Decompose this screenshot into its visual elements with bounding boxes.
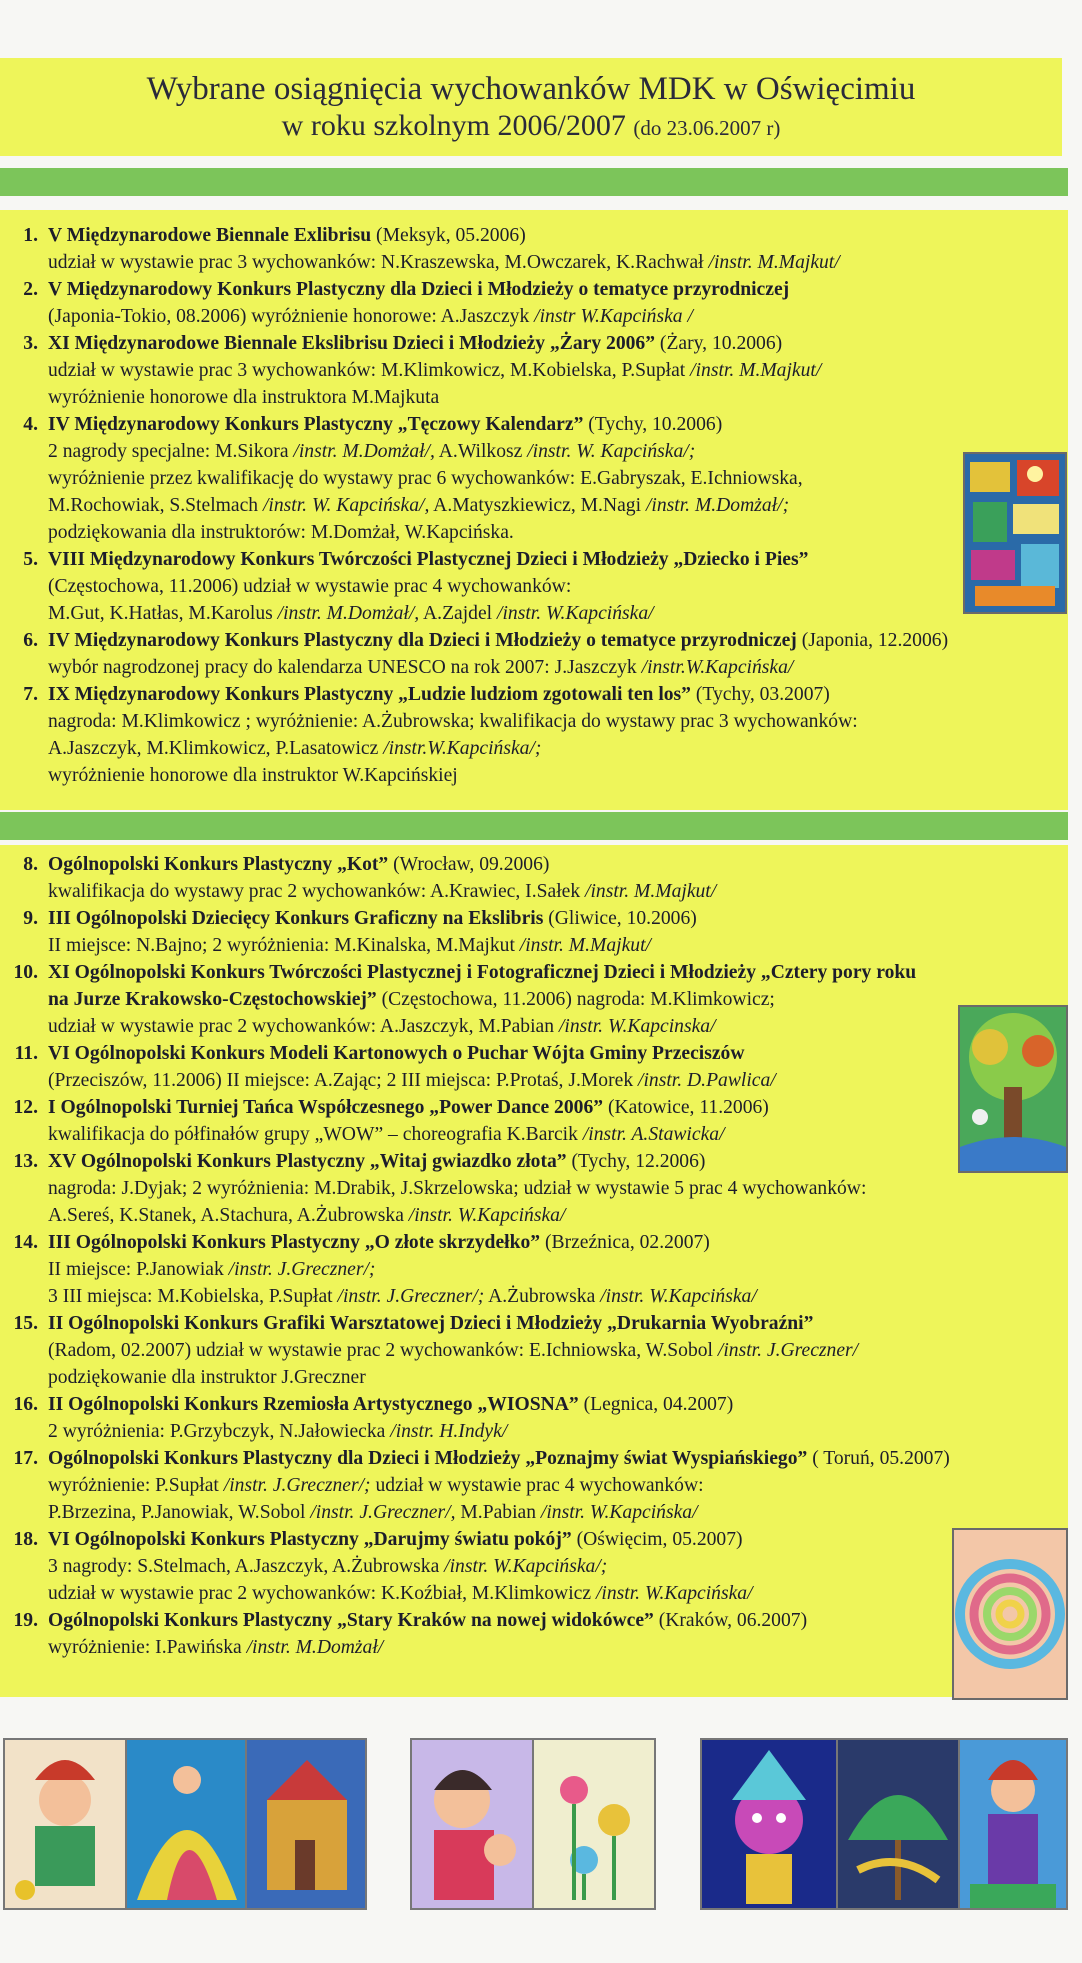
item-body: [48, 681, 1068, 789]
competition-name: Ogólnopolski Konkurs Plastyczny „Kot”: [48, 854, 389, 875]
item-detail-line: 3 III miejsca: M.Kobielska, P.Supłat /instr. J.Greczner/; A.Żubrowska /instr. W.Kapcińska/: [48, 1286, 757, 1307]
item-body: [48, 1526, 1068, 1607]
item-detail-line: 2 nagrody specjalne: M.Sikora /instr. M.Domżał/, A.Wilkosz /instr. W. Kapcińska/;: [48, 441, 696, 462]
competition-name: V Międzynarodowe Biennale Exlibrisu: [48, 225, 372, 246]
item-title-line: [48, 1607, 1068, 1634]
instructor-note: /instr. A.Stawicka/: [582, 1124, 725, 1145]
instructor-note: /instr. M.Domżał/,: [293, 441, 435, 462]
achievement-item: [0, 330, 1068, 411]
achievement-item: [0, 1094, 1068, 1148]
item-body: [48, 1607, 1068, 1661]
competition-place-date: (Brzeźnica, 02.2007): [540, 1232, 710, 1253]
artwork-thumbnail-5: [532, 1738, 656, 1910]
item-title-line: [48, 330, 1068, 357]
instructor-note: /instr. W.Kapcińska/;: [444, 1556, 608, 1577]
item-title-line: [48, 546, 1068, 573]
item-title-line: [48, 1040, 1068, 1067]
instructor-note: /instr. M.Domżał/: [246, 1637, 384, 1658]
achievement-item: [0, 1526, 1068, 1607]
item-title-line: [48, 1229, 1068, 1256]
artwork-thumbnail-2: [125, 1738, 247, 1910]
item-detail-line: A.Sereś, K.Stanek, A.Stachura, A.Żubrowska /instr. W.Kapcińska/: [48, 1205, 566, 1226]
item-detail-line: II miejsce: P.Janowiak /instr. J.Greczner/;: [48, 1259, 376, 1280]
item-detail-line: wyróżnienie: P.Supłat /instr. J.Greczner/; udział w wystawie prac 4 wychowanków:: [48, 1475, 704, 1496]
competition-name: XI Ogólnopolski Konkurs Twórczości Plastycznej i Fotograficznej Dzieci i Młodzieży „Cztery pory roku: [48, 962, 917, 983]
item-body: [48, 1040, 1068, 1094]
competition-name: III Ogólnopolski Konkurs Plastyczny „O złote skrzydełko”: [48, 1232, 541, 1253]
item-body: [48, 905, 1068, 959]
item-detail-line: podziękowanie dla instruktor J.Greczner: [48, 1367, 366, 1388]
artwork-thumbnail-4: [410, 1738, 534, 1910]
item-title-line: [48, 1148, 1068, 1175]
competition-name: III Ogólnopolski Dziecięcy Konkurs Graficzny na Ekslibris: [48, 908, 544, 929]
competition-place-date: (Legnica, 04.2007): [578, 1394, 734, 1415]
competition-name: V Międzynarodowy Konkurs Plastyczny dla Dzieci i Młodzieży o tematyce przyrodniczej: [48, 279, 790, 300]
as-of-date: (do 23.06.2007 r): [633, 116, 781, 140]
item-title-line: [48, 1445, 1068, 1472]
achievement-item: [0, 681, 1068, 789]
item-body: [48, 1391, 1068, 1445]
item-number: 15.: [13, 1313, 38, 1334]
page-header: [0, 58, 1062, 156]
achievement-item: [0, 1148, 1068, 1229]
achievement-item: [0, 1445, 1068, 1526]
item-detail-line: (Radom, 02.2007) udział w wystawie prac 2 wychowanków: E.Ichniowska, W.Sobol /instr. J.Greczner/: [48, 1340, 859, 1361]
competition-name: VI Ogólnopolski Konkurs Modeli Kartonowych o Puchar Wójta Gminy Przeciszów: [48, 1043, 745, 1064]
competition-place-date: (Japonia, 12.2006): [796, 630, 949, 651]
item-body: [48, 1445, 1068, 1526]
competition-name: Ogólnopolski Konkurs Plastyczny „Stary Kraków na nowej widokówce”: [48, 1610, 654, 1631]
item-body: [48, 546, 1068, 627]
artwork-thumbnail-3: [245, 1738, 367, 1910]
competition-name: IV Międzynarodowy Konkurs Plastyczny „Tęczowy Kalendarz”: [48, 414, 584, 435]
item-number: 1.: [23, 225, 38, 246]
item-number: 6.: [23, 630, 38, 651]
item-body: [48, 1094, 1068, 1148]
item-detail-line: P.Brzezina, P.Janowiak, W.Sobol /instr. J.Greczner/, M.Pabian /instr. W.Kapcińska/: [48, 1502, 698, 1523]
artwork-thumbnail-7: [836, 1738, 960, 1910]
item-detail-line: wybór nagrodzonej pracy do kalendarza UNESCO na rok 2007: J.Jaszczyk /instr.W.Kapcińska/: [48, 657, 794, 678]
item-title-line: [48, 681, 1068, 708]
item-body: [48, 1310, 1068, 1391]
item-title-line: [48, 905, 1068, 932]
item-body: [48, 1229, 1068, 1310]
achievement-item: [0, 1607, 1068, 1661]
competition-name: VIII Międzynarodowy Konkurs Twórczości Plastycznej Dzieci i Młodzieży „Dziecko i Pies”: [48, 549, 809, 570]
competition-name: I Ogólnopolski Turniej Tańca Współczesnego „Power Dance 2006”: [48, 1097, 604, 1118]
item-detail-line: (Japonia-Tokio, 08.2006) wyróżnienie honorowe: A.Jaszczyk /instr W.Kapcińska /: [48, 306, 693, 327]
competition-place-date: (Tychy, 03.2007): [690, 684, 830, 705]
instructor-note: /instr. W.Kapcińska/: [408, 1205, 566, 1226]
item-number: 2.: [23, 279, 38, 300]
item-detail-line: podziękowania dla instruktorów: M.Domżał, W.Kapcińska.: [48, 522, 514, 543]
item-body: [48, 1148, 1068, 1229]
item-body: [48, 330, 1068, 411]
item-number: 19.: [13, 1610, 38, 1631]
item-number: 18.: [13, 1529, 38, 1550]
green-divider: [0, 812, 1068, 840]
item-body: [48, 222, 1068, 276]
item-detail-line: udział w wystawie prac 2 wychowanków: A.Jaszczyk, M.Pabian /instr. W.Kapcinska/: [48, 1016, 716, 1037]
artwork-tree-seasons: [958, 1005, 1068, 1173]
instructor-note: /instr. M.Domżał/,: [277, 603, 420, 624]
competition-place-date: (Tychy, 12.2006): [566, 1151, 706, 1172]
item-number: 14.: [13, 1232, 38, 1253]
item-number: 9.: [23, 908, 38, 929]
green-divider: [0, 168, 1068, 196]
item-number: 7.: [23, 684, 38, 705]
competition-name: II Ogólnopolski Konkurs Grafiki Warsztatowej Dzieci i Młodzieży „Drukarnia Wyobraźni”: [48, 1313, 814, 1334]
instructor-note: /instr. W.Kapcińska/: [595, 1583, 753, 1604]
achievement-item: [0, 1310, 1068, 1391]
item-detail-line: M.Gut, K.Hatłas, M.Karolus /instr. M.Domżał/, A.Zajdel /instr. W.Kapcińska/: [48, 603, 654, 624]
achievement-item: [0, 959, 1068, 1040]
competition-place-date: (Gliwice, 10.2006): [543, 908, 697, 929]
instructor-note: /instr. J.Greczner/;: [223, 1475, 371, 1496]
item-title-line: [48, 1526, 1068, 1553]
instructor-note: /instr. W. Kapcińska/;: [527, 441, 696, 462]
item-title-line: [48, 959, 1068, 986]
item-detail-line: II miejsce: N.Bajno; 2 wyróżnienia: M.Kinalska, M.Majkut /instr. M.Majkut/: [48, 935, 651, 956]
item-title-line: [48, 851, 1068, 878]
item-number: 13.: [13, 1151, 38, 1172]
item-detail-line: udział w wystawie prac 3 wychowanków: M.Klimkowicz, M.Kobielska, P.Supłat /instr. M.Majkut/: [48, 360, 822, 381]
item-detail-line: A.Jaszczyk, M.Klimkowicz, P.Lasatowicz /instr.W.Kapcińska/;: [48, 738, 542, 759]
instructor-note: /instr. W.Kapcińska/: [600, 1286, 757, 1307]
competition-name: Ogólnopolski Konkurs Plastyczny dla Dzieci i Młodzieży „Poznajmy świat Wyspiańskiego”: [48, 1448, 808, 1469]
instructor-note: /instr. M.Majkut/: [708, 252, 840, 273]
artwork-spiral: [952, 1528, 1068, 1700]
achievement-item: [0, 851, 1068, 905]
competition-name: II Ogólnopolski Konkurs Rzemiosła Artystycznego „WIOSNA”: [48, 1394, 579, 1415]
competition-place-date: (Wrocław, 09.2006): [388, 854, 550, 875]
item-number: 16.: [13, 1394, 38, 1415]
item-number: 17.: [13, 1448, 38, 1469]
achievement-item: [0, 1229, 1068, 1310]
item-body: [48, 627, 1068, 681]
competition-place-date: (Żary, 10.2006): [655, 333, 783, 354]
artwork-thumbnail-1: [3, 1738, 127, 1910]
item-detail-line: nagroda: M.Klimkowicz ; wyróżnienie: A.Żubrowska; kwalifikacja do wystawy prac 3 wychowanków:: [48, 711, 858, 732]
achievement-item: [0, 905, 1068, 959]
competition-place-date: ( Toruń, 05.2007): [807, 1448, 950, 1469]
item-detail-line: wyróżnienie honorowe dla instruktora M.Majkuta: [48, 387, 440, 408]
achievement-item: [0, 276, 1068, 330]
item-body: [48, 411, 1068, 546]
achievement-item: [0, 627, 1068, 681]
instructor-note: /instr. M.Majkut/: [585, 881, 717, 902]
competition-name: VI Ogólnopolski Konkurs Plastyczny „Darujmy światu pokój”: [48, 1529, 572, 1550]
international-achievements-panel: [0, 210, 1068, 810]
competition-place-date: (Oświęcim, 05.2007): [571, 1529, 743, 1550]
instructor-note: /instr. D.Pawlica/: [638, 1070, 776, 1091]
item-body: [48, 851, 1068, 905]
item-title-line: [48, 222, 1068, 249]
item-title-line: [48, 1094, 1068, 1121]
instructor-note: /instr W.Kapcińska /: [534, 306, 693, 327]
competition-place-date: (Meksyk, 05.2006): [371, 225, 526, 246]
item-detail-line: na Jurze Krakowsko-Częstochowskiej” (Częstochowa, 11.2006) nagroda: M.Klimkowicz;: [48, 989, 775, 1010]
item-number: 12.: [13, 1097, 38, 1118]
page-subtitle: [0, 108, 1062, 146]
item-detail-line: wyróżnienie honorowe dla instruktor W.Kapcińskiej: [48, 765, 458, 786]
achievement-item: [0, 411, 1068, 546]
item-title-line: [48, 276, 1068, 303]
item-body: [48, 276, 1068, 330]
instructor-note: /instr. W.Kapcinska/: [558, 1016, 716, 1037]
instructor-note: /instr. W.Kapcińska/: [497, 603, 654, 624]
item-body: [48, 959, 1068, 1040]
item-title-line: [48, 627, 1068, 654]
achievement-item: [0, 546, 1068, 627]
instructor-note: /instr.W.Kapcińska/;: [383, 738, 542, 759]
item-detail-line: (Przeciszów, 11.2006) II miejsce: A.Zając; 2 III miejsca: P.Protaś, J.Morek /instr. D.Pawlica/: [48, 1070, 776, 1091]
competition-name: XI Międzynarodowe Biennale Ekslibrisu Dzieci i Młodzieży „Żary 2006”: [48, 333, 656, 354]
item-detail-line: M.Rochowiak, S.Stelmach /instr. W. Kapcińska/, A.Matyszkiewicz, M.Nagi /instr. M.Domżał/;: [48, 495, 790, 516]
item-detail-line: nagroda: J.Dyjak; 2 wyróżnienia: M.Drabik, J.Skrzelowska; udział w wystawie 5 prac 4 wychowanków:: [48, 1178, 867, 1199]
item-detail-line: wyróżnienie przez kwalifikację do wystawy prac 6 wychowanków: E.Gabryszak, E.Ichniowska,: [48, 468, 803, 489]
item-number: 5.: [23, 549, 38, 570]
instructor-note: /instr. J.Greczner/,: [310, 1502, 456, 1523]
achievement-item: [0, 222, 1068, 276]
item-detail-line: kwalifikacja do półfinałów grupy „WOW” – choreografia K.Barcik /instr. A.Stawicka/: [48, 1124, 725, 1145]
item-title-line: [48, 1310, 1068, 1337]
page-title: Wybrane osiągnięcia wychowanków MDK w Oświęcimiu: [146, 71, 916, 107]
instructor-note: /instr. W. Kapcińska/,: [262, 495, 430, 516]
item-number: 3.: [23, 333, 38, 354]
artwork-thumbnail-6: [700, 1738, 838, 1910]
item-number: 10.: [13, 962, 38, 983]
instructor-note: /instr. J.Greczner/: [717, 1340, 859, 1361]
competition-name: XV Ogólnopolski Konkurs Plastyczny „Witaj gwiazdko złota”: [48, 1151, 567, 1172]
competition-place-date: (Tychy, 10.2006): [583, 414, 723, 435]
achievement-item: [0, 1391, 1068, 1445]
artwork-thumbnail-8: [958, 1738, 1068, 1910]
item-detail-line: 3 nagrody: S.Stelmach, A.Jaszczyk, A.Żubrowska /instr. W.Kapcińska/;: [48, 1556, 608, 1577]
instructor-note: /instr. M.Majkut/: [690, 360, 822, 381]
instructor-note: /instr. M.Majkut/: [519, 935, 651, 956]
item-number: 8.: [23, 854, 38, 875]
artwork-rainbow-calendar: [963, 452, 1067, 614]
item-detail-line: kwalifikacja do wystawy prac 2 wychowanków: A.Krawiec, I.Sałek /instr. M.Majkut/: [48, 881, 717, 902]
item-title-line: [48, 411, 1068, 438]
item-number: 11.: [14, 1043, 38, 1064]
competition-name: IV Międzynarodowy Konkurs Plastyczny dla Dzieci i Młodzieży o tematyce przyrodniczej: [48, 630, 797, 651]
instructor-note: /instr. J.Greczner/;: [337, 1286, 485, 1307]
instructor-note: /instr. H.Indyk/: [390, 1421, 508, 1442]
school-year: w roku szkolnym 2006/2007: [281, 109, 626, 142]
instructor-note: /instr.W.Kapcińska/: [641, 657, 794, 678]
item-detail-line: wyróżnienie: I.Pawińska /instr. M.Domżał/: [48, 1637, 384, 1658]
competition-name: IX Międzynarodowy Konkurs Plastyczny „Ludzie ludziom zgotowali ten los”: [48, 684, 691, 705]
item-detail-line: udział w wystawie prac 3 wychowanków: N.Kraszewska, M.Owczarek, K.Rachwał /instr. M.Majkut/: [48, 252, 840, 273]
instructor-note: /instr. M.Domżał/;: [645, 495, 790, 516]
competition-place-date: (Katowice, 11.2006): [603, 1097, 769, 1118]
item-detail-line: udział w wystawie prac 2 wychowanków: K.Koźbiał, M.Klimkowicz /instr. W.Kapcińska/: [48, 1583, 753, 1604]
instructor-note: /instr. J.Greczner/;: [228, 1259, 376, 1280]
item-detail-line: 2 wyróżnienia: P.Grzybczyk, N.Jałowiecka /instr. H.Indyk/: [48, 1421, 508, 1442]
achievement-item: [0, 1040, 1068, 1094]
competition-place-date: (Kraków, 06.2007): [653, 1610, 808, 1631]
national-achievements-panel: [0, 845, 1068, 1697]
item-number: 4.: [23, 414, 38, 435]
instructor-note: /instr. W.Kapcińska/: [540, 1502, 698, 1523]
item-title-line: [48, 1391, 1068, 1418]
item-detail-line: (Częstochowa, 11.2006) udział w wystawie prac 4 wychowanków:: [48, 576, 572, 597]
